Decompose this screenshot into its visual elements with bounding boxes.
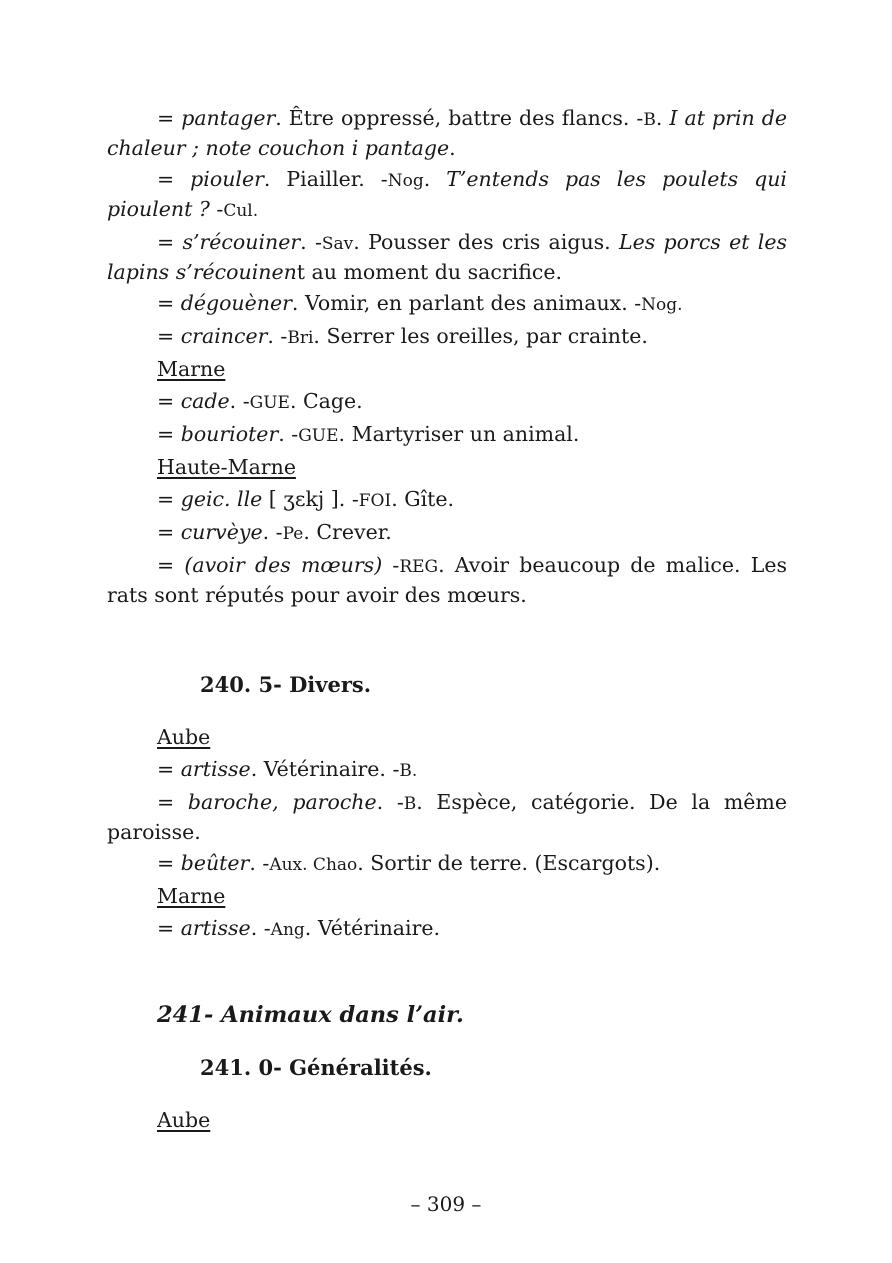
section-heading-240-5: 240. 5- Divers. (200, 672, 372, 697)
entry-piouler: = piouler. Piailler. -Nog. T’entends pas les poulets qui pioulent ? -Cul. (107, 167, 787, 221)
entry-baroche: = baroche, paroche. -B. Espèce, catégorie. De la même paroisse. (107, 790, 787, 844)
page-number: – 309 – (410, 1192, 482, 1216)
entry-srecouiner: = s’récouiner. -Sav. Pousser des cris aigus. Les porcs et les lapins s’récouinent au moment du sacrifice. (107, 230, 787, 284)
region-heading-marne: Marne (157, 357, 226, 381)
page-body (107, 104, 787, 1138)
entry-avoir-des-moeurs: = (avoir des mœurs) -REG. Avoir beaucoup de malice. Les rats sont réputés pour avoir des mœurs. (107, 553, 788, 607)
chapter-heading-241: 241- Animaux dans l’air. (157, 1002, 464, 1028)
entry-pantager: = pantager. Être oppressé, battre des flancs. -B. I at prin de chaleur ; note couchon i pantage. (107, 106, 787, 160)
entry-curveye: = curvèye. -Pe. Crever. (157, 520, 392, 544)
entry-cade: = cade. -GUE. Cage. (157, 389, 363, 413)
region-heading-haute-marne: Haute-Marne (157, 455, 296, 479)
entry-artisse-marne: = artisse. -Ang. Vétérinaire. (157, 916, 441, 940)
entry-degouener: = dégouèner. Vomir, en parlant des animaux. -Nog. (157, 291, 683, 315)
entry-bourioter: = bourioter. -GUE. Martyriser un animal. (157, 422, 580, 446)
entry-geic: = geic. lle [ ʒɛkj ]. -FOI. Gîte. (157, 487, 455, 511)
region-heading-marne-2: Marne (157, 884, 226, 908)
entry-beuter: = beûter. -Aux. Chao. Sortir de terre. (Escargots). (157, 851, 661, 875)
entry-craincer: = craincer. -Bri. Serrer les oreilles, par crainte. (157, 324, 648, 348)
region-heading-aube-2: Aube (157, 1108, 211, 1132)
section-heading-241-0: 241. 0- Généralités. (200, 1055, 432, 1080)
region-heading-aube: Aube (157, 725, 211, 749)
entry-artisse: = artisse. Vétérinaire. -B. (157, 757, 418, 781)
